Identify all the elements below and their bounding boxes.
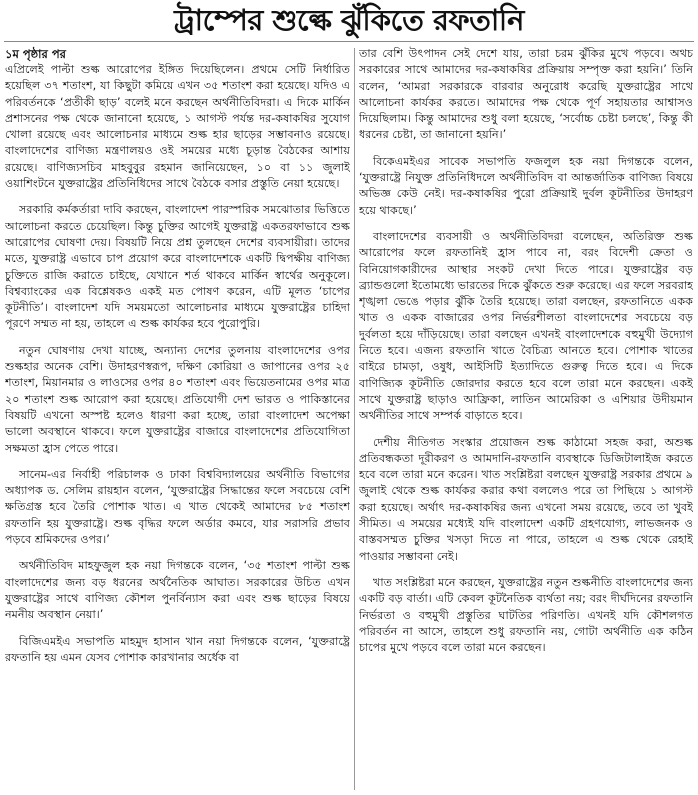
column-divider bbox=[354, 48, 355, 790]
article-column-right bbox=[359, 46, 693, 791]
article-column-left bbox=[5, 46, 350, 791]
article-paragraph: অর্থনীতিবিদ মাহফুজুল হক নয়া দিগন্তকে বলেন, ‘৩৫ শতাংশ পাল্টা শুল্ক বাংলাদেশের জন্য বড় ধরনের অর্থনৈতিক আঘাত। সরকারের উচিত এখন যুক্তরাষ্ট্রের সাথে বাণিজ্য কৌশল পুনর্বিন্যাস করা এবং শুল্ক ছাড়ের বিষয়ে নমনীয় অবস্থান নেয়া।’ bbox=[5, 559, 350, 622]
article-headline: ট্রাম্পের শুল্কে ঝুঁকিতে রফতানি bbox=[174, 3, 524, 37]
headline-rule bbox=[4, 41, 694, 42]
continued-from-label: ১ম পৃষ্ঠার পর bbox=[5, 47, 66, 61]
article-paragraph: বাংলাদেশের ব্যবসায়ী ও অর্থনীতিবিদরা বলেছেন, অতিরিক্ত শুল্ক আরোপের ফলে রফতানিই হ্রাস পাবে না, বরং বিদেশী ক্রেতা ও বিনিয়োগকারীদের আস্থার সংকট দেখা দিতে পারে। যুক্তরাষ্ট্রের বড় ব্র্যান্ডগুলো ইতোমধ্যে ভারতের দিকে ঝুঁকতে শুরু করেছে। এর ফলে সরবরাহ শৃঙ্খলা ভেঙে পড়ার ঝুঁকি তৈরি হয়েছে। তারা বলছেন, রফতানিতে একক খাত ও একক বাজারের ওপর নির্ভরশীলতা বাংলাদেশের সবচেয়ে বড় দুর্বলতা হয়ে দাঁড়িয়েছে। তারা বলছেন এখনই বাংলাদেশকে বহুমুখী উদ্যোগ নিতে হবে। এজন্য রফতানি খাতে বৈচিত্র্য আনতে হবে। পোশাক খাতের বাইরে চামড়া, ওষুধ, আইসিটি ইত্যাদিতে গুরুত্ব দিতে হবে। এ দিকে বাণিজ্যিক কূটনীতি জোরদার করতে হবে বলে তারা মনে করছেন। একই সাথে যুক্তরাষ্ট্র ছাড়াও আফ্রিকা, লাতিন আমেরিকা ও এশিয়ার উদীয়মান অর্থনীতির সাথে সম্পর্ক বাড়াতে হবে। bbox=[359, 229, 693, 423]
article-paragraph: তার বেশি উৎপাদন সেই দেশে যায়, তারা চরম ঝুঁকির মুখে পড়বে। অথচ সরকারের সাথে আমাদের দর-কষাকষির প্রক্রিয়ায় সম্পৃক্ত করা হয়নি।’ তিনি বলেন, ‘আমরা সরকারকে বারবার অনুরোধ করেছি যুক্তরাষ্ট্রের সাথে আলোচনা কার্যকর করতে। আমাদের পক্ষ থেকে পূর্ণ সহায়তার আশ্বাসও দিয়েছিলাম। কিন্তু আমাদের শুধু বলা হয়েছে, ‘সর্বোচ্চ চেষ্টা চলছে’, কিন্তু কী ধরনের চেষ্টা, তা জানানো হয়নি।’ bbox=[359, 47, 693, 142]
article-paragraph: সরকারি কর্মকর্তারা দাবি করছেন, বাংলাদেশ পারস্পরিক সমঝোতার ভিত্তিতে আলোচনা করতে চেয়েছিল। কিন্তু চুক্তির আগেই যুক্তরাষ্ট্র একতরফাভাবে শুল্ক আরোপের ঘোষণা দেয়। বিষয়টি নিয়ে প্রশ্ন তুলছেন দেশের ব্যবসায়ীরা। তাদের মতে, যুক্তরাষ্ট্র এভাবে চাপ প্রয়োগ করে বাংলাদেশকে একটি দ্বিপক্ষীয় বাণিজ্য চুক্তিতে রাজি করাতে চাইছে, যেখানে শর্ত থাকবে মার্কিন স্বার্থের অনুকূলে। বিশ্বব্যাংকের এক বিশ্লেষকও একই মত পোষণ করেন, এটি মূলত ‘চাপের কূটনীতি’। বাংলাদেশ যদি সময়মতো আলোচনার মাধ্যমে যুক্তরাষ্ট্রের চাহিদা পূরণে সম্মত না হয়, তাহলে এ শুল্ক কার্যকর হবে পুরোপুরি। bbox=[5, 203, 350, 331]
article-paragraph: সানেম-এর নির্বাহী পরিচালক ও ঢাকা বিশ্ববিদ্যালয়ের অর্থনীতি বিভাগের অধ্যাপক ড. সেলিম রায়হান বলেন, ‘যুক্তরাষ্ট্রের সিদ্ধান্তের ফলে সবচেয়ে বেশি ক্ষতিগ্রস্ত হবে তৈরি পোশাক খাত। এ খাত থেকেই আমাদের ৮৫ শতাংশ রফতানি হয় যুক্তরাষ্ট্রে। শুল্ক বৃদ্ধির ফলে অর্ডার কমবে, যার সরাসরি প্রভাব পড়বে শ্রমিকদের ওপর।’ bbox=[5, 467, 350, 547]
article-paragraph: খাত সংশ্লিষ্টরা মনে করছেন, যুক্তরাষ্ট্রের নতুন শুল্কনীতি বাংলাদেশের জন্য একটি বড় বার্তা। এটি কেবল কূটনৈতিক ব্যর্থতা নয়; বরং দীর্ঘদিনের রফতানি নির্ভরতা ও বহুমুখী প্রস্তুতির ঘাটতির পরিণতি। এখনই যদি কৌশলগত পরিবর্তন না আসে, তাহলে শুধু রফতানি নয়, গোটা অর্থনীতি এক কঠিন চাপের মুখে পড়বে বলে তারা মনে করছেন। bbox=[359, 575, 693, 655]
article-paragraph: নতুন ঘোষণায় দেখা যাচ্ছে, অন্যান্য দেশের তুলনায় বাংলাদেশের ওপর শুল্কহার অনেক বেশি। উদাহরণস্বরূপ, দক্ষিণ কোরিয়া ও জাপানের ওপর ২৫ শতাংশ, মিয়ানমার ও লাওসের ওপর ৪০ শতাংশ এবং ভিয়েতনামের ওপর মাত্র ২০ শতাংশ শুল্ক আরোপ করা হয়েছে। প্রতিযোগী দেশ ভারত ও পাকিস্তানের বিষয়টি এখনো অস্পষ্ট হলেও ধারণা করা হচ্ছে, তারা বাংলাদেশ অপেক্ষা ভালো অবস্থানে থাকবে। ফলে যুক্তরাষ্ট্রের বাজারে বাংলাদেশের প্রতিযোগিতা সক্ষমতা হ্রাস পেতে পারে। bbox=[5, 343, 350, 455]
article-paragraph: এপ্রিলেই পাল্টা শুল্ক আরোপের ইঙ্গিত দিয়েছিলেন। প্রথমে সেটি নির্ধারিত হয়েছিল ৩৭ শতাংশ, যা কিছুটা কমিয়ে এখন ৩৫ শতাংশ করা হয়েছে। যদিও এ পরিবর্তনকে ‘প্রতীকী ছাড়’ বলেই মনে করছেন অর্থনীতিবিদরা। এ দিকে মার্কিন প্রশাসনের পক্ষ থেকে জানানো হয়েছে, ১ আগস্ট পর্যন্ত দর-কষাকষির সুযোগ খোলা রয়েছে এবং আলোচনার মাধ্যমে শুল্ক হার ছাড়ের সম্ভাবনাও রয়েছে। বাংলাদেশের বাণিজ্য মন্ত্রণালয়ও ওই সময়ের মধ্যে চূড়ান্ত বৈঠকের আশায় রয়েছে। বাণিজ্যসচিব মাহবুবুর রহমান জানিয়েছেন, ১০ বা ১১ জুলাই ওয়াশিংটনে যুক্তরাষ্ট্রের প্রতিনিধিদের সাথে বৈঠকে বসার প্রস্তুতি নেয়া হয়েছে। bbox=[5, 63, 350, 191]
article-paragraph: দেশীয় নীতিগত সংস্কার প্রয়োজন শুল্ক কাঠামো সহজ করা, অশুল্ক প্রতিবন্ধকতা দূরীকরণ ও আমদানি-রফতানি ব্যবস্থাকে ডিজিটালাইজ করতে হবে বলে তারা মনে করেন। খাত সংশ্লিষ্টরা বলছেন যুক্তরাষ্ট্র সরকার প্রথমে ৯ জুলাই থেকে শুল্ক কার্যকর করার কথা বললেও পরে তা পিছিয়ে ১ আগস্ট করা হয়েছে। অর্থাৎ দর-কষাকষির জন্য এখনো সময় রয়েছে, তবে তা খুবই সীমিত। এ সময়ের মধ্যেই যদি বাংলাদেশ একটি গ্রহণযোগ্য, লাভজনক ও বাস্তবসম্মত চুক্তির খসড়া দিতে না পারে, তাহলে এ শুল্ক থেকে রেহাই পাওয়ার সম্ভাবনা নেই। bbox=[359, 435, 693, 563]
article-paragraph: বিজিএমইএ সভাপতি মাহমুদ হাসান খান নয়া দিগন্তকে বলেন, ‘যুক্তরাষ্ট্রে রফতানি হয় এমন যেসব পোশাক কারখানার অর্ধেক বা bbox=[5, 634, 350, 664]
article-paragraph: বিকেএমইএর সাবেক সভাপতি ফজলুল হক নয়া দিগন্তকে বলেন, ‘যুক্তরাষ্ট্রে নিযুক্ত প্রতিনিধিদলে অর্থনীতিবিদ বা আন্তর্জাতিক বাণিজ্য বিষয়ে অভিজ্ঞ কেউ নেই। দর-কষাকষির পুরো প্রক্রিয়াই দুর্বল কূটনীতির উদাহরণ হয়ে থাকছে।’ bbox=[359, 154, 693, 217]
